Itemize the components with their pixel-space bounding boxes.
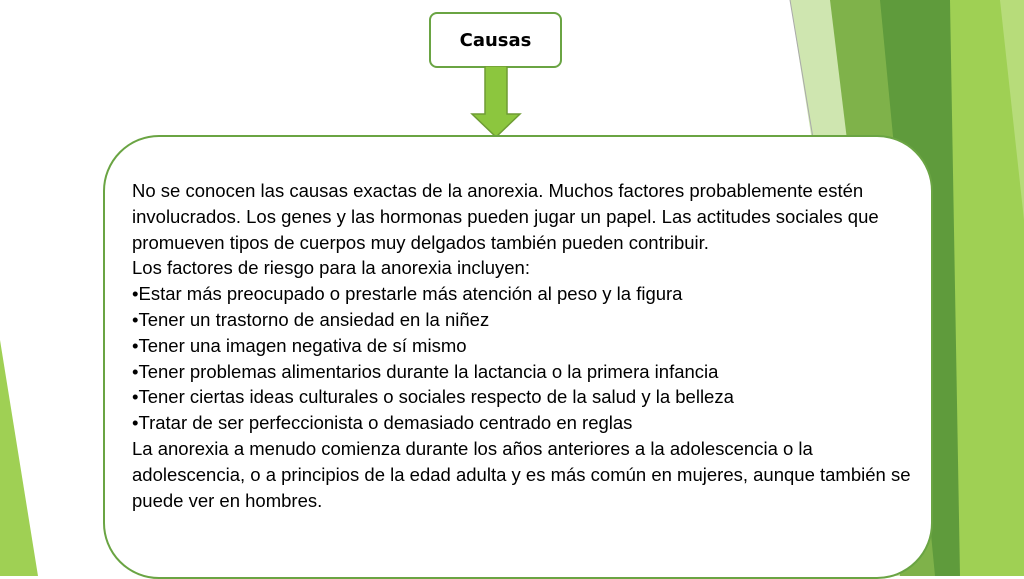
down-arrow-icon: [470, 66, 522, 138]
conclusion-paragraph: La anorexia a menudo comienza durante los años anteriores a la adolescencia o la adolescencia, o a principios de la edad adulta y es más común en mujeres, aunque también se puede ver en hombres.: [132, 437, 911, 511]
risk-item: •Tener un trastorno de ansiedad en la niñez: [132, 308, 490, 330]
content-text: [132, 178, 922, 513]
causas-title-box: [429, 12, 562, 68]
deco-left-sliver: [0, 340, 38, 576]
risk-item: •Tratar de ser perfeccionista o demasiado centrado en reglas: [132, 412, 633, 434]
intro-paragraph: No se conocen las causas exactas de la anorexia. Muchos factores probablemente estén involucrados. Los genes y las hormonas pueden jugar un papel. Las actitudes sociales que promueven tipos de cuerpos muy delgados también pueden contribuir.: [132, 180, 879, 253]
risk-heading: Los factores de riesgo para la anorexia incluyen:: [132, 257, 530, 279]
risk-item: •Tener problemas alimentarios durante la lactancia o la primera infancia: [132, 360, 719, 382]
risk-item: •Estar más preocupado o prestarle más atención al peso y la figura: [132, 283, 683, 305]
title-text: Causas: [459, 29, 532, 51]
risk-item: •Tener ciertas ideas culturales o sociales respecto de la salud y la belleza: [132, 386, 734, 408]
risk-item: •Tener una imagen negativa de sí mismo: [132, 334, 467, 356]
